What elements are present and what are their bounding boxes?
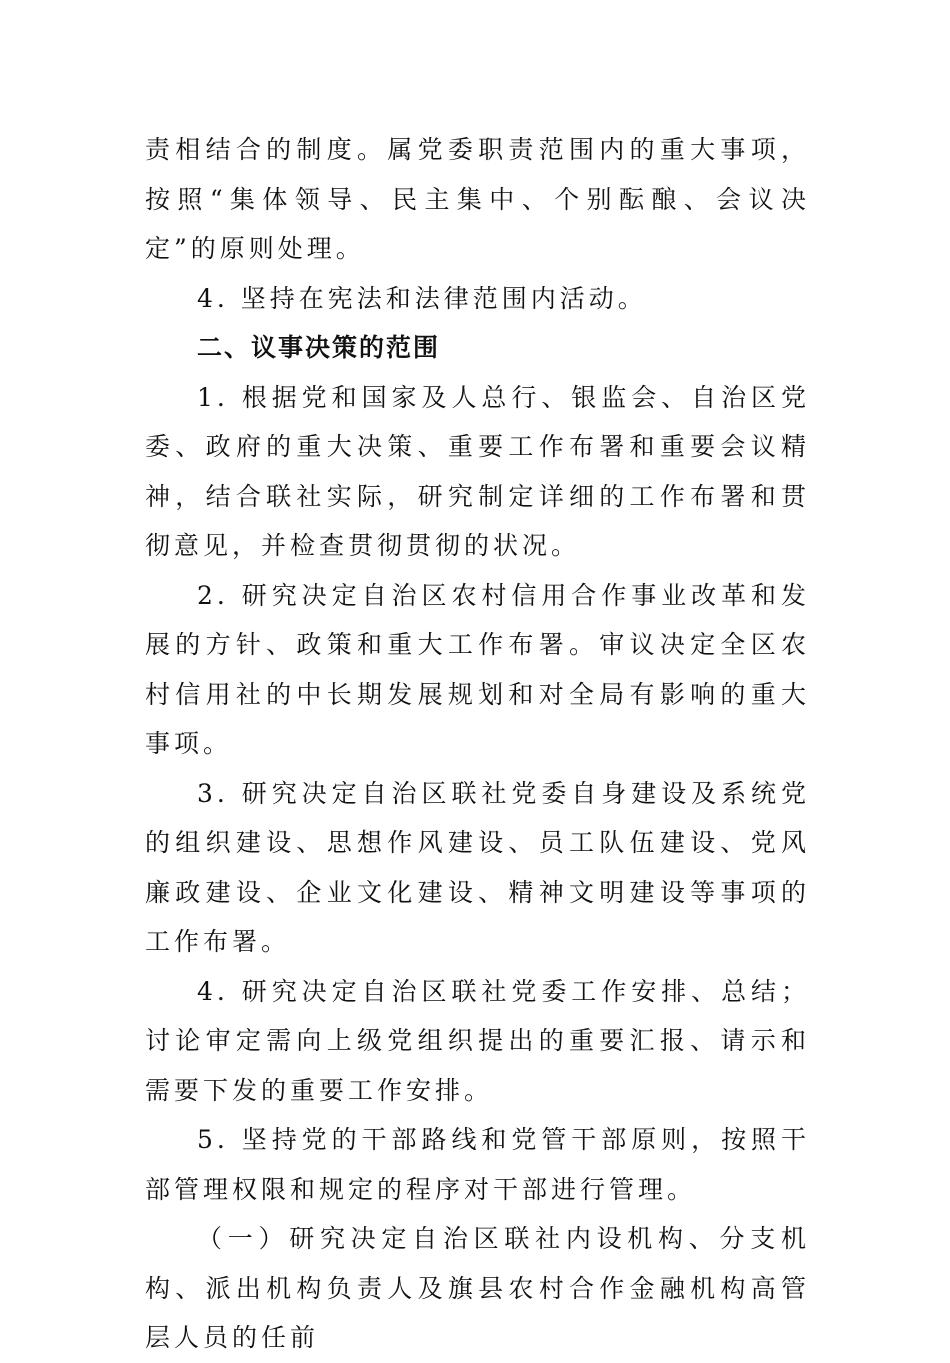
paragraph-scope-item-3: 3. 研究决定自治区联社党委自身建设及系统党的组织建设、思想作风建设、员工队伍建设、党风廉政建设、企业文化建设、精神文明建设等事项的工作布署。 xyxy=(145,778,810,956)
paragraph-scope-item-4: 4. 研究决定自治区联社党委工作安排、总结；讨论审定需向上级党组织提出的重要汇报、请示和需要下发的重要工作安排。 xyxy=(145,976,810,1105)
paragraph-scope-item-1: 1. 根据党和国家及人总行、银监会、自治区党委、政府的重大决策、重要工作布署和重要会议精神，结合联社实际，研究制定详细的工作布署和贯彻意见，并检查贯彻贯彻的状况。 xyxy=(145,382,810,560)
paragraph-scope-item-2: 2. 研究决定自治区农村信用合作事业改革和发展的方针、政策和重大工作布署。审议决定全区农村信用社的中长期发展规划和对全局有影响的重大事项。 xyxy=(145,580,810,758)
paragraph-item-4-constitution: 4. 坚持在宪法和法律范围内活动。 xyxy=(197,283,647,313)
paragraph-continuation: 责相结合的制度。属党委职责范围内的重大事项，按照“集体领导、民主集中、个别酝酿、会议决定”的原则处理。 xyxy=(145,135,810,263)
section-heading-decision-scope: 二、议事决策的范围 xyxy=(197,333,441,362)
paragraph-scope-item-5: 5. 坚持党的干部路线和党管干部原则，按照干部管理权限和规定的程序对干部进行管理。 xyxy=(145,1125,810,1204)
paragraph-sub-item-1: （一）研究决定自治区联社内设机构、分支机构、派出机构负责人及旗县农村合作金融机构高管层人员的任前 xyxy=(145,1224,810,1352)
document-body xyxy=(145,125,810,1363)
